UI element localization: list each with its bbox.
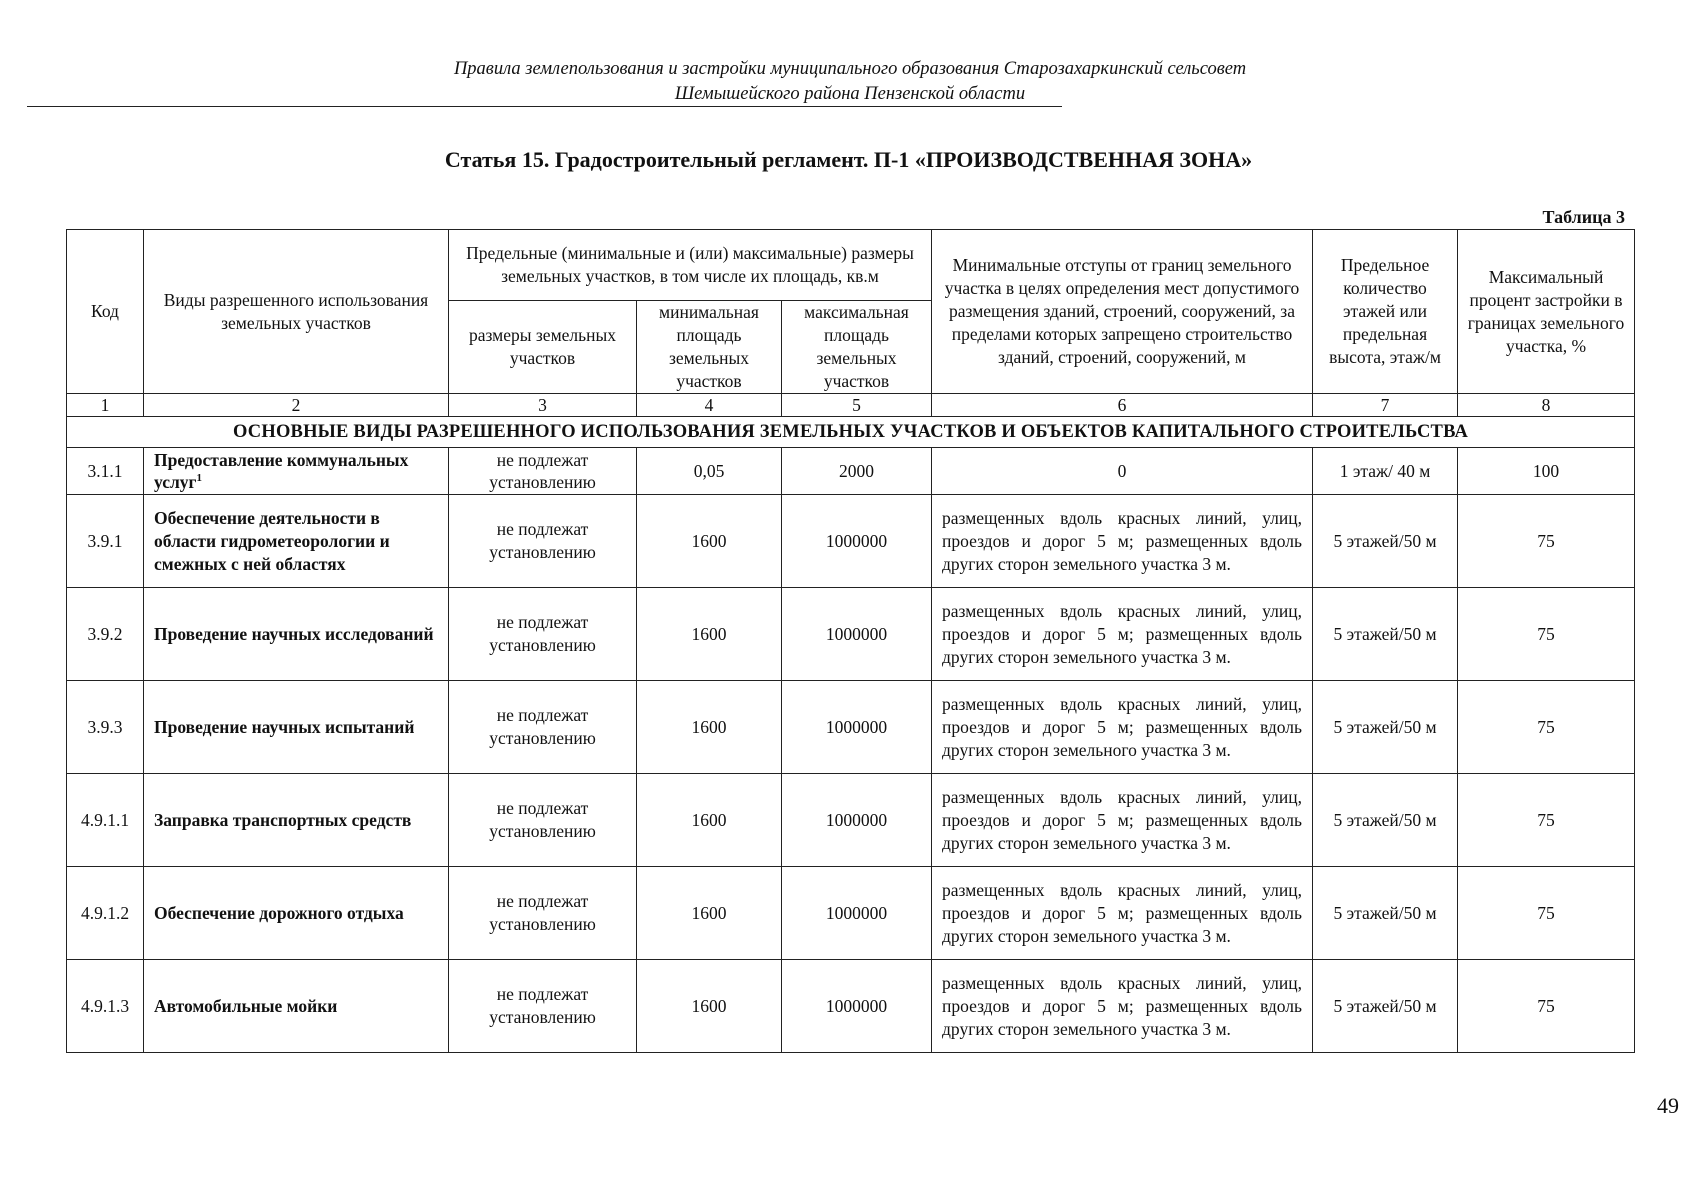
row-plot-size: не подлежат установлению xyxy=(449,495,637,588)
row-max-area: 2000 xyxy=(782,448,932,495)
row-setback: размещенных вдоль красных линий, улиц, проездов и дорог 5 м; размещенных вдоль других сторон земельного участка 3 м. xyxy=(932,960,1313,1053)
row-min-area: 0,05 xyxy=(637,448,782,495)
row-coverage: 75 xyxy=(1458,588,1635,681)
row-min-area: 1600 xyxy=(637,681,782,774)
running-header-line-2: Шемышейского района Пензенской области xyxy=(674,84,1026,104)
row-code: 3.1.1 xyxy=(67,448,144,495)
row-max-area: 1000000 xyxy=(782,495,932,588)
row-use-name: Обеспечение дорожного отдыха xyxy=(144,867,449,960)
row-coverage: 75 xyxy=(1458,681,1635,774)
column-number: 4 xyxy=(637,394,782,417)
table-row xyxy=(67,588,1635,681)
row-floors: 5 этажей/50 м xyxy=(1313,774,1458,867)
column-number: 1 xyxy=(67,394,144,417)
row-code: 3.9.1 xyxy=(67,495,144,588)
row-setback: размещенных вдоль красных линий, улиц, проездов и дорог 5 м; размещенных вдоль других сторон земельного участка 3 м. xyxy=(932,774,1313,867)
row-floors: 5 этажей/50 м xyxy=(1313,495,1458,588)
column-number: 7 xyxy=(1313,394,1458,417)
running-header-line-1: Правила землепользования и застройки муниципального образования Старозахаркинский сельсовет xyxy=(453,59,1247,79)
row-coverage: 75 xyxy=(1458,960,1635,1053)
row-plot-size: не подлежат установлению xyxy=(449,681,637,774)
row-floors: 5 этажей/50 м xyxy=(1313,867,1458,960)
row-use-name: Заправка транспортных средств xyxy=(144,774,449,867)
row-coverage: 75 xyxy=(1458,495,1635,588)
column-number: 5 xyxy=(782,394,932,417)
row-coverage: 75 xyxy=(1458,774,1635,867)
row-use-name xyxy=(144,448,449,495)
row-code: 4.9.1.2 xyxy=(67,867,144,960)
row-use-name-text: Предоставление коммунальных услуг xyxy=(154,450,409,492)
table-row xyxy=(67,448,1635,495)
row-max-area: 1000000 xyxy=(782,681,932,774)
row-setback: размещенных вдоль красных линий, улиц, проездов и дорог 5 м; размещенных вдоль других сторон земельного участка 3 м. xyxy=(932,495,1313,588)
row-use-name: Проведение научных испытаний xyxy=(144,681,449,774)
header-limits-group: Предельные (минимальные и (или) максимальные) размеры земельных участков, в том числе их площадь, кв.м xyxy=(449,230,932,301)
row-min-area: 1600 xyxy=(637,495,782,588)
page-title: Статья 15. Градостроительный регламент. П-1 «ПРОИЗВОДСТВЕННАЯ ЗОНА» xyxy=(444,147,1253,172)
row-max-area: 1000000 xyxy=(782,960,932,1053)
row-max-area: 1000000 xyxy=(782,867,932,960)
regulation-table xyxy=(66,229,1635,1053)
row-plot-size: не подлежат установлению xyxy=(449,774,637,867)
header-setbacks: Минимальные отступы от границ земельного участка в целях определения мест допустимого размещения зданий, строений, сооружений, за пределами которых запрещено строительство зданий, строений, сооружений, м xyxy=(932,230,1313,394)
row-floors: 5 этажей/50 м xyxy=(1313,681,1458,774)
header-coverage: Максимальный процент застройки в границах земельного участка, % xyxy=(1458,230,1635,394)
row-max-area: 1000000 xyxy=(782,774,932,867)
row-use-name: Автомобильные мойки xyxy=(144,960,449,1053)
row-floors: 5 этажей/50 м xyxy=(1313,960,1458,1053)
row-plot-size: не подлежат установлению xyxy=(449,960,637,1053)
section-row xyxy=(67,417,1635,448)
row-min-area: 1600 xyxy=(637,960,782,1053)
section-title: ОСНОВНЫЕ ВИДЫ РАЗРЕШЕННОГО ИСПОЛЬЗОВАНИЯ ЗЕМЕЛЬНЫХ УЧАСТКОВ И ОБЪЕКТОВ КАПИТАЛЬНОГО СТРОИТЕЛЬСТВА xyxy=(67,417,1635,448)
row-code: 3.9.3 xyxy=(67,681,144,774)
row-floors: 1 этаж/ 40 м xyxy=(1313,448,1458,495)
row-coverage: 75 xyxy=(1458,867,1635,960)
row-setback: размещенных вдоль красных линий, улиц, проездов и дорог 5 м; размещенных вдоль других сторон земельного участка 3 м. xyxy=(932,681,1313,774)
column-number: 2 xyxy=(144,394,449,417)
row-code: 3.9.2 xyxy=(67,588,144,681)
header-use-type: Виды разрешенного использования земельных участков xyxy=(144,230,449,394)
column-number: 3 xyxy=(449,394,637,417)
row-min-area: 1600 xyxy=(637,588,782,681)
header-code: Код xyxy=(67,230,144,394)
row-plot-size: не подлежат установлению xyxy=(449,588,637,681)
row-use-name: Обеспечение деятельности в области гидрометеорологии и смежных с ней областях xyxy=(144,495,449,588)
column-number-row xyxy=(67,394,1635,417)
row-code: 4.9.1.1 xyxy=(67,774,144,867)
column-number: 6 xyxy=(932,394,1313,417)
table-header-row xyxy=(67,230,1635,301)
column-number: 8 xyxy=(1458,394,1635,417)
row-code: 4.9.1.3 xyxy=(67,960,144,1053)
header-max-area: максимальная площадь земельных участков xyxy=(782,301,932,394)
row-min-area: 1600 xyxy=(637,774,782,867)
row-coverage: 100 xyxy=(1458,448,1635,495)
row-setback: размещенных вдоль красных линий, улиц, проездов и дорог 5 м; размещенных вдоль других сторон земельного участка 3 м. xyxy=(932,588,1313,681)
row-setback: размещенных вдоль красных линий, улиц, проездов и дорог 5 м; размещенных вдоль других сторон земельного участка 3 м. xyxy=(932,867,1313,960)
table-row xyxy=(67,867,1635,960)
row-setback: 0 xyxy=(932,448,1313,495)
page-number: 49 xyxy=(1657,1093,1679,1118)
row-plot-size: не подлежат установлению xyxy=(449,867,637,960)
table-row xyxy=(67,774,1635,867)
row-max-area: 1000000 xyxy=(782,588,932,681)
footnote-marker: 1 xyxy=(196,472,202,485)
header-min-area: минимальная площадь земельных участков xyxy=(637,301,782,394)
row-min-area: 1600 xyxy=(637,867,782,960)
row-plot-size: не подлежат установлению xyxy=(449,448,637,495)
header-rule xyxy=(27,106,1062,107)
header-plot-size: размеры земельных участков xyxy=(449,301,637,394)
row-use-name: Проведение научных исследований xyxy=(144,588,449,681)
table-row xyxy=(67,681,1635,774)
table-row xyxy=(67,960,1635,1053)
row-floors: 5 этажей/50 м xyxy=(1313,588,1458,681)
table-row xyxy=(67,495,1635,588)
table-number: Таблица 3 xyxy=(1542,207,1625,227)
header-floors: Предельное количество этажей или предельная высота, этаж/м xyxy=(1313,230,1458,394)
